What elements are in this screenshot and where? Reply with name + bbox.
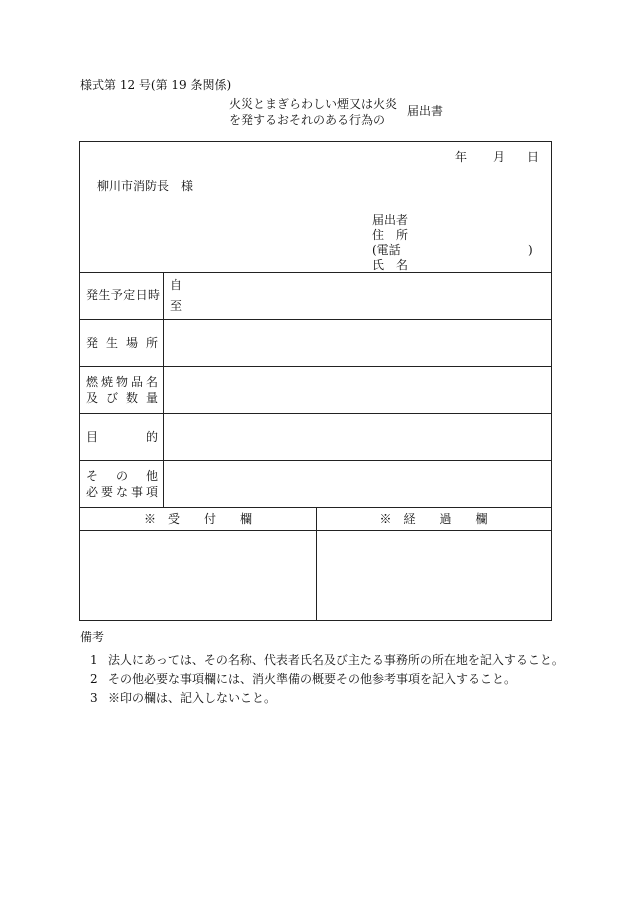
remark-text: その他必要な事項欄には、消火準備の概要その他参考事項を記入すること。 bbox=[108, 672, 517, 686]
form-title bbox=[229, 96, 443, 128]
remark-item bbox=[90, 653, 564, 669]
remark-item bbox=[90, 691, 276, 707]
schedule-from-label: 自 bbox=[170, 278, 183, 292]
date-month-label: 月 bbox=[493, 150, 506, 164]
applicant-label: 届出者 bbox=[372, 213, 409, 227]
other-label-line-2: 必要な事項 bbox=[86, 485, 158, 499]
label-column-line bbox=[163, 272, 164, 507]
applicant-phone-label: (電話 bbox=[372, 243, 401, 257]
divider-purpose bbox=[80, 460, 551, 461]
divider-schedule bbox=[80, 319, 551, 320]
remark-number: 3 bbox=[90, 691, 98, 705]
location-label: 発生場所 bbox=[86, 336, 158, 350]
title-lines bbox=[229, 96, 397, 128]
title-suffix: 届出書 bbox=[407, 104, 444, 119]
progress-header: ※ 経 過 欄 bbox=[379, 512, 488, 526]
divider-header bbox=[80, 272, 551, 273]
form-table bbox=[79, 141, 552, 621]
purpose-label: 目的 bbox=[86, 430, 158, 444]
remark-item bbox=[90, 672, 516, 688]
title-line-2: を発するおそれのある行為の bbox=[229, 113, 386, 127]
remark-text: 法人にあっては、その名称、代表者氏名及び主たる事務所の所在地を記入すること。 bbox=[108, 653, 564, 667]
remarks-title: 備考 bbox=[80, 630, 105, 644]
applicant-address-label: 住 所 bbox=[372, 228, 409, 242]
date-year-label: 年 bbox=[455, 150, 468, 164]
form-number: 様式第 12 号(第 19 条関係) bbox=[80, 78, 232, 92]
addressee: 柳川市消防長 様 bbox=[97, 179, 194, 193]
reception-header: ※ 受 付 欄 bbox=[143, 512, 252, 526]
schedule-label: 発生予定日時 bbox=[86, 288, 160, 302]
remark-number: 2 bbox=[90, 672, 98, 686]
applicant-name-label: 氏 名 bbox=[372, 258, 409, 272]
remark-text: ※印の欄は、記入しないこと。 bbox=[108, 691, 277, 705]
materials-label-line-2: 及び数量 bbox=[86, 391, 158, 405]
divider-materials bbox=[80, 413, 551, 414]
materials-label-line-1: 燃焼物品名 bbox=[86, 375, 158, 389]
schedule-to-label: 至 bbox=[170, 299, 183, 313]
divider-location bbox=[80, 366, 551, 367]
other-label-line-1: その他 bbox=[86, 469, 158, 483]
title-line-1: 火災とまぎらわしい煙又は火炎 bbox=[229, 97, 398, 111]
remark-number: 1 bbox=[90, 653, 98, 667]
date-day-label: 日 bbox=[527, 150, 540, 164]
applicant-phone-close: ) bbox=[528, 243, 533, 257]
